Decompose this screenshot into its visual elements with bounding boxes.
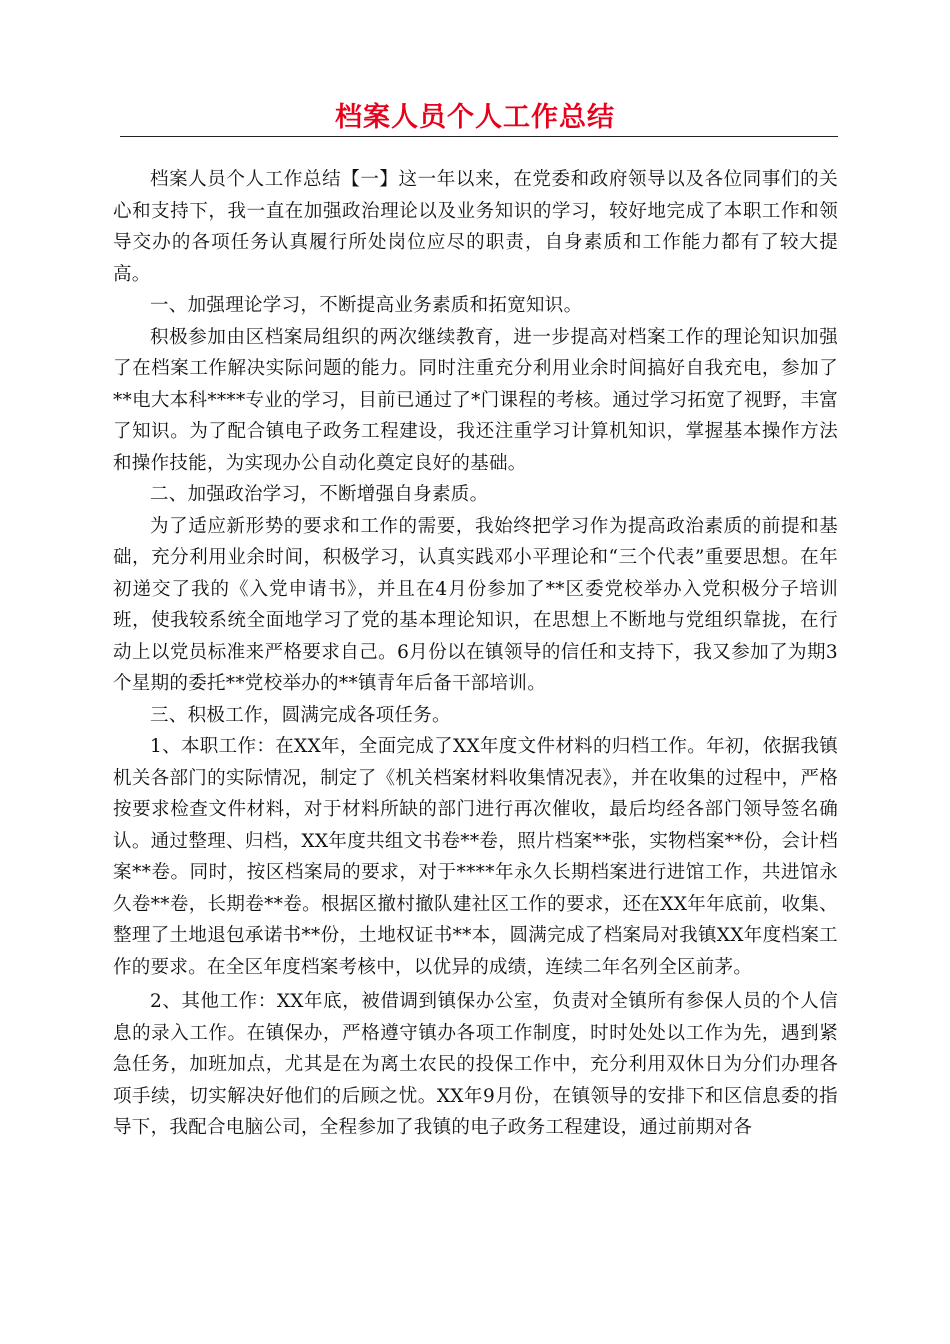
document-title: 档案人员个人工作总结 <box>335 102 615 133</box>
section-heading-2: 二、加强政治学习，不断增强自身素质。 <box>150 484 489 505</box>
paragraph-politics: 为了适应新形势的要求和工作的需要，我始终把学习作为提高政治素质的前提和基础，充分利用业余时间，积极学习，认真实践邓小平理论和“三个代表”重要思想。在年初递交了我的《入党申请书》，并且在4月份参加了**区委党校举办入党积极分子培训班，使我较系统全面地学习了党的基本理论知识，在思想上不断地与党组织靠拢，在行动上以党员标准来严格要求自己。6月份以在镇领导的信任和支持下，我又参加了为期3个星期的委托**党校举办的**镇青年后备干部培训。 <box>113 515 838 694</box>
paragraph-study: 积极参加由区档案局组织的两次继续教育，进一步提高对档案工作的理论知识加强了在档案工作解决实际问题的能力。同时注重充分利用业余时间搞好自我充电，参加了**电大本科****专业的学习，目前已通过了*门课程的考核。通过学习拓宽了视野，丰富了知识。为了配合镇电子政务工程建设，我还注重学习计算机知识，掌握基本操作方法和操作技能，为实现办公自动化奠定良好的基础。 <box>113 326 838 474</box>
paragraph-intro: 档案人员个人工作总结【一】这一年以来，在党委和政府领导以及各位同事们的关心和支持下，我一直在加强政治理论以及业务知识的学习，较好地完成了本职工作和领导交办的各项任务认真履行所处岗位应尽的职责，自身素质和工作能力都有了较大提高。 <box>113 169 838 285</box>
section-heading-1: 一、加强理论学习，不断提高业务素质和拓宽知识。 <box>150 295 583 316</box>
title-divider <box>120 136 838 137</box>
paragraph-main-work: 1、本职工作：在XX年，全面完成了XX年度文件材料的归档工作。年初，依据我镇机关各部门的实际情况，制定了《机关档案材料收集情况表》，并在收集的过程中，严格按要求检查文件材料，对于材料所缺的部门进行再次催收，最后均经各部门领导签名确认。通过整理、归档，XX年度共组文书卷**卷，照片档案**张，实物档案**份，会计档案**卷。同时，按区档案局的要求，对于****年永久长期档案进行进馆工作，共进馆永久卷**卷，长期卷**卷。根据区撤村撤队建社区工作的要求，还在XX年年底前，收集、整理了土地退包承诺书**份，土地权证书**本，圆满完成了档案局对我镇XX年度档案工作的要求。在全区年度档案考核中，以优异的成绩，连续二年名列全区前茅。 <box>113 736 838 978</box>
document-body <box>113 156 838 1144</box>
paragraph-other-work: 2、其他工作：XX年底，被借调到镇保办公室，负责对全镇所有参保人员的个人信息的录入工作。在镇保办，严格遵守镇办各项工作制度，时时处处以工作为先，遇到紧急任务，加班加点，尤其是在为离土农民的投保工作中，充分利用双休日为分们办理各项手续，切实解决好他们的后顾之忧。XX年9月份，在镇领导的安排下和区信息委的指导下，我配合电脑公司，全程参加了我镇的电子政务工程建设，通过前期对各 <box>113 991 838 1138</box>
section-heading-3: 三、积极工作，圆满完成各项任务。 <box>150 704 451 726</box>
